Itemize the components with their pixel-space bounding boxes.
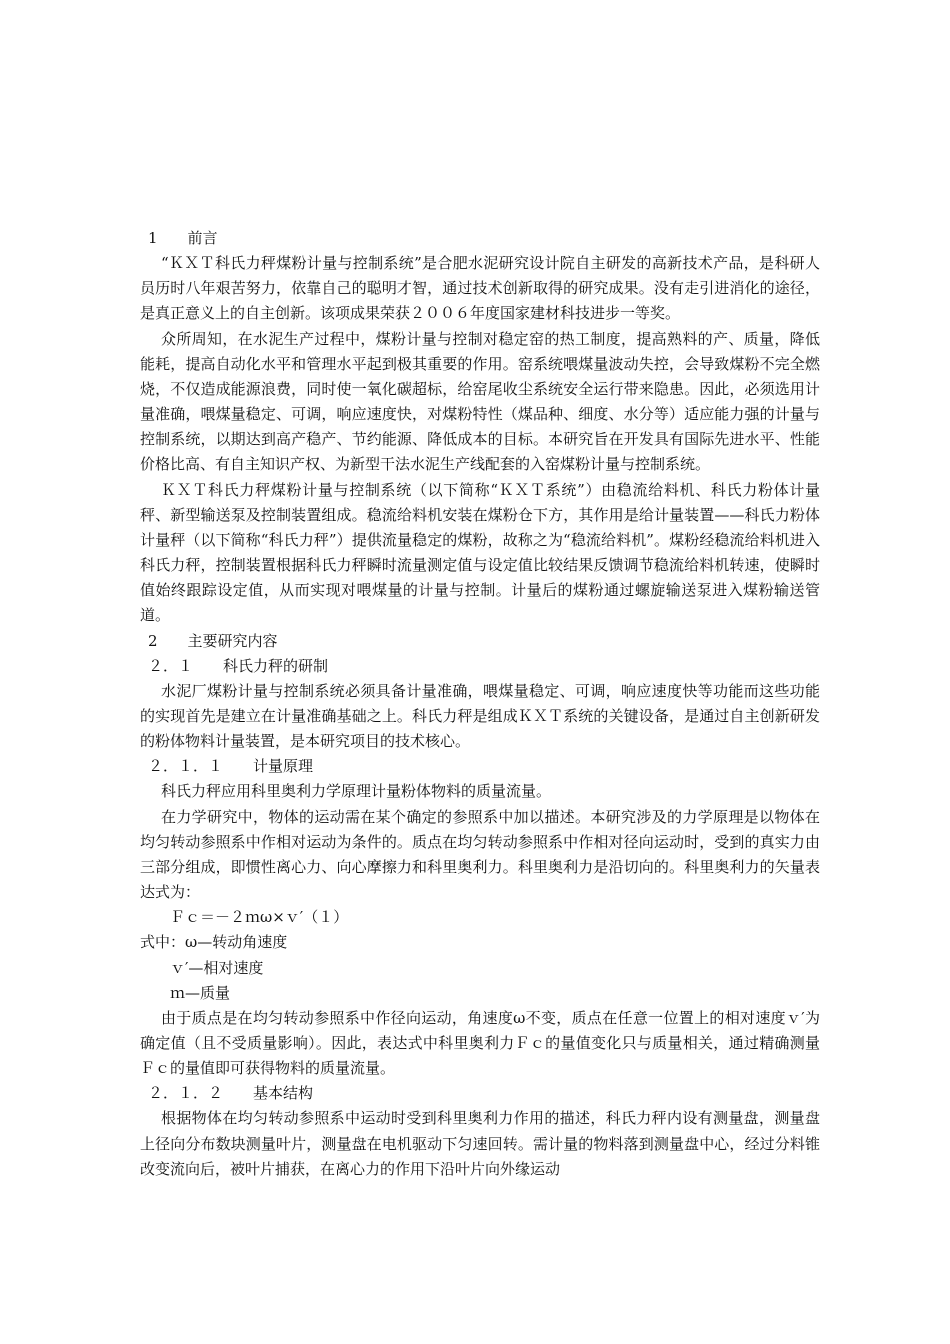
section-heading-2-1: ２．１ 科氏力秤的研制	[148, 656, 329, 675]
paragraph-mass-flow: 由于质点是在均匀转动参照系中作径向运动，角速度ω不变，质点在任意一位置上的相对速度ｖ′为确定值（且不受质量影响）。因此，表达式中科里奥利力Ｆｃ的量值变化只与质量相关，通过精确测量Ｆｃ的量值即可获得物料的质量流量。	[140, 1008, 820, 1078]
paragraph-intro: “ＫＸＴ科氏力秤煤粉计量与控制系统”是合肥水泥研究设计院自主研发的高新技术产品，是科研人员历时八年艰苦努力，依靠自己的聪明才智，通过技术创新取得的研究成果。没有走引进消化的途径，是真正意义上的自主创新。该项成果荣获２００６年度国家建材科技进步一等奖。	[140, 254, 820, 323]
paragraph-system-composition: ＫＸＴ科氏力秤煤粉计量与控制系统（以下简称“ＫＸＴ系统”）由稳流给料机、科氏力粉体计量秤、新型输送泵及控制装置组成。稳流给料机安装在煤粉仓下方，其作用是给计量装置——科氏力粉体计量秤（以下简称“科氏力秤”）提供流量稳定的煤粉，故称之为“稳流给料机”。煤粉经稳流给料机进入科氏力秤，控制装置根据科氏力秤瞬时流量测定值与设定值比较结果反馈调节稳流给料机转速，使瞬时值始终跟踪设定值，从而实现对喂煤量的计量与控制。计量后的煤粉通过螺旋输送泵进入煤粉输送管道。	[140, 480, 820, 625]
document-page	[140, 226, 820, 1182]
section-heading-1: 1 前言	[148, 229, 218, 247]
definition-omega: 式中：ω—转动角速度	[140, 933, 288, 952]
section-heading-2-1-2: ２．１．２ 基本结构	[148, 1084, 314, 1103]
paragraph-mechanics: 在力学研究中，物体的运动需在某个确定的参照系中加以描述。本研究涉及的力学原理是以物体在均匀转动参照系中作相对运动为条件的。质点在均匀转动参照系中作相对径向运动时，受到的真实力由三部分组成，即惯性离心力、向心摩擦力和科里奥利力。科里奥利力是沿切向的。科里奥利力的矢量表达式为：	[140, 807, 820, 902]
paragraph-scale-role: 水泥厂煤粉计量与控制系统必须具备计量准确，喂煤量稳定、可调，响应速度快等功能而这些功能的实现首先是建立在计量准确基础之上。科氏力秤是组成ＫＸＴ系统的关键设备，是通过自主创新研发的粉体物料计量装置，是本研究项目的技术核心。	[140, 681, 820, 751]
paragraph-structure: 根据物体在均匀转动参照系中运动时受到科里奥利力作用的描述，科氏力秤内设有测量盘，测量盘上径向分布数块测量叶片，测量盘在电机驱动下匀速回转。需计量的物料落到测量盘中心，经过分料锥改变流向后，被叶片捕获，在离心力的作用下沿叶片向外缘运动	[140, 1109, 820, 1178]
section-heading-2: 2 主要研究内容	[148, 631, 278, 650]
definition-v: ｖ′—相对速度	[170, 958, 264, 977]
definition-m: ｍ—质量	[170, 983, 231, 1002]
formula-coriolis: Ｆｃ＝－２ｍω×ｖ′（１）	[170, 908, 349, 927]
section-heading-2-1-1: ２．１．１ 计量原理	[148, 757, 314, 776]
paragraph-principle: 科氏力秤应用科里奥利力学原理计量粉体物料的质量流量。	[161, 782, 552, 801]
paragraph-background: 众所周知，在水泥生产过程中，煤粉计量与控制对稳定窑的热工制度，提高熟料的产、质量，降低能耗，提高自动化水平和管理水平起到极其重要的作用。窑系统喂煤量波动失控，会导致煤粉不完全燃烧，不仅造成能源浪费，同时使一氧化碳超标，给窑尾收尘系统安全运行带来隐患。因此，必须选用计量准确，喂煤量稳定、可调，响应速度快，对煤粉特性（煤品种、细度、水分等）适应能力强的计量与控制系统，以期达到高产稳产、节约能源、降低成本的目标。本研究旨在开发具有国际先进水平、性能价格比高、有自主知识产权、为新型干法水泥生产线配套的入窑煤粉计量与控制系统。	[140, 329, 820, 474]
